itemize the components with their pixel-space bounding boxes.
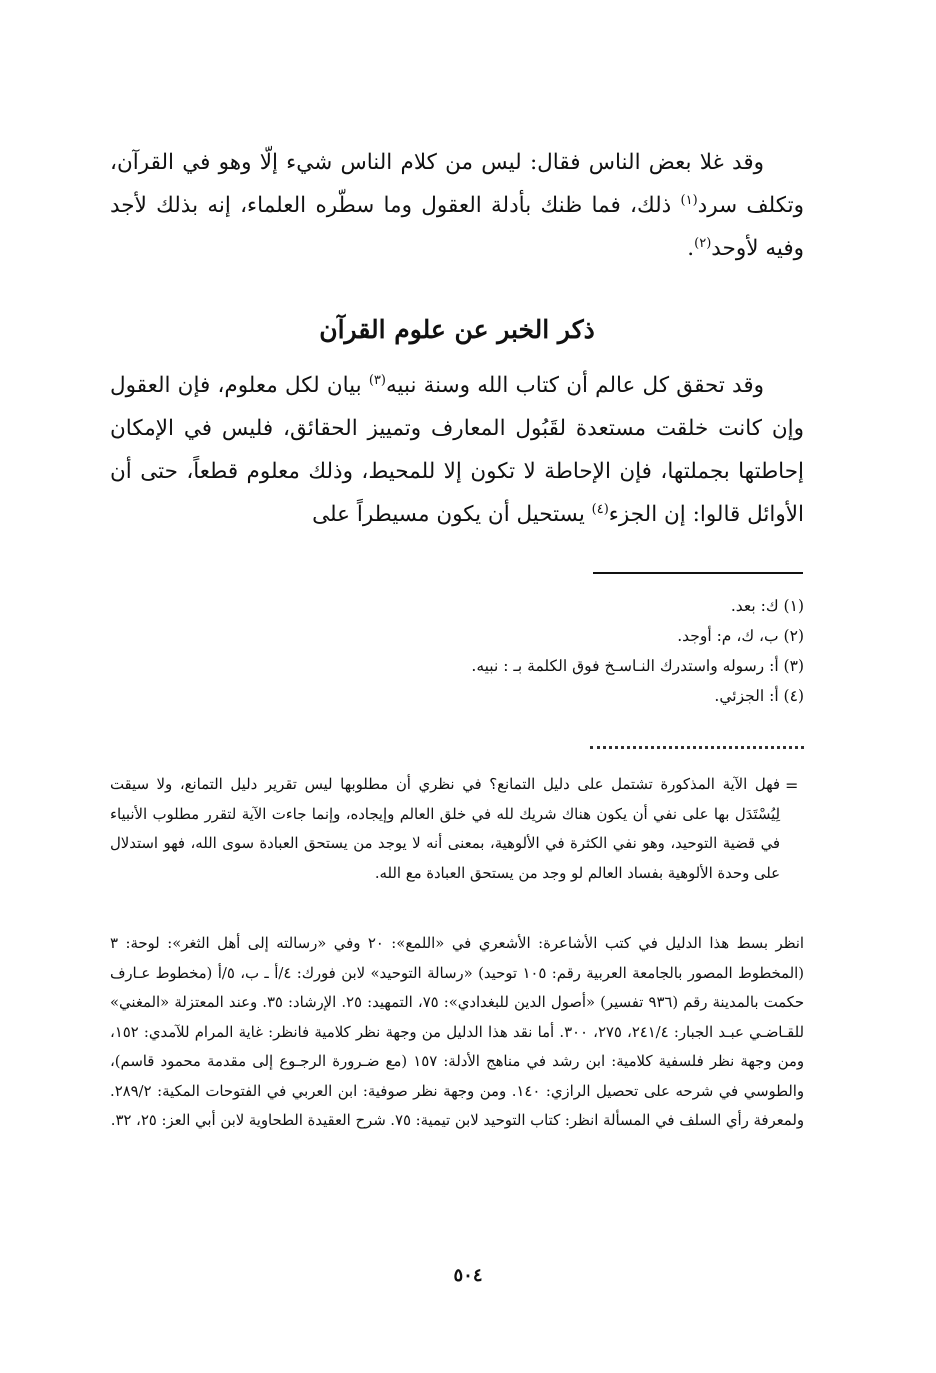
footnote-list bbox=[110, 591, 804, 711]
page-number: ٥٠٤ bbox=[453, 1265, 483, 1286]
body-paragraph-1 bbox=[110, 141, 804, 270]
paragraph-text: . bbox=[687, 236, 695, 261]
body-paragraph-2 bbox=[110, 364, 804, 536]
paragraph-text: وقد تحقق كل عالم أن كتاب الله وسنة نبيه bbox=[385, 373, 765, 398]
footnote-reference-3: (٣) bbox=[368, 372, 386, 388]
continued-note-paragraph-1: فهل الآية المذكورة تشتمل على دليل التمانع؟ في نظري أن مطلوبها ليس تقرير دليل التمانع، ولا سيقت لِيُسْتَدَل بها على نفي أن يكون هناك شريك لله في خلق العالم وإيجاده، وإنما جاءت الآية لتقرر مطلوب الأنبياء في قضية التوحيد، وهو نفي الكثرة في الألوهية، بمعنى أنه لا يوجد من يستحق العبادة سوى الله، فهو استدلال على وحدة الألوهية بفساد العالم لو وجد من يستحق العبادة مع الله. bbox=[110, 776, 780, 882]
footnote-reference-2: (٢) bbox=[694, 235, 712, 251]
paragraph-text: بيان لكل معلوم، فإن العقول وإن كانت خلقت مستعدة لقَبُول المعارف وتمييز الحقائق، فليس في الإمكان إحاطتها بجملتها، فإن الإحاطة لا تكون إلا للمحيط، وذلك معلوم قطعاً، حتى أن الأوائل قالوا: إن الجزء bbox=[110, 373, 804, 527]
dotted-separator bbox=[590, 746, 804, 749]
footnote-reference-1: (١) bbox=[680, 192, 698, 208]
footnote-separator bbox=[593, 572, 803, 574]
continuation-mark: = bbox=[785, 776, 799, 795]
footnote-4: (٤) أ: الجزئي. bbox=[714, 687, 804, 705]
paragraph-text: ذلك، فما ظنك بأدلة العقول وما سطّره العلماء، إنه بذلك لأجد وفيه لأوحد bbox=[110, 193, 804, 261]
paragraph-text: يستحيل أن يكون مسيطراً على bbox=[312, 502, 592, 527]
footnote-reference-4: (٤) bbox=[591, 501, 609, 517]
paragraph-text: وقد غلا بعض الناس فقال: ليس من كلام الناس شيء إلّا وهو في القرآن، وتكلف سرد bbox=[110, 150, 804, 218]
footnote-1: (١) ك: بعد. bbox=[730, 597, 804, 615]
continued-note-paragraph-2: انظر بسط هذا الدليل في كتب الأشاعرة: الأشعري في «اللمع»: ٢٠ وفي «رسالته إلى أهل الثغر»: لوحة: ٣ (المخطوط المصور بالجامعة العربية رقم: ١٠٥ توحيد) «رسالة التوحيد» لابن فورك: ٤/أ ـ ب، ٥/أ (مخطوط عـارف حكمت بالمدينة رقم (٩٣٦ تفسير) «أصول الدين للبغدادي»: ٧٥، التمهيد: ٢٥. الإرشاد: ٣٥. وعند المعتزلة «المغني» للقـاضـي عبـد الجبار: ٢٤١/٤، ٢٧٥، ٣٠٠. أما نقد هذا الدليل من وجهة نظر كلامية فانظر: غاية المرام للآمدي: ١٥٢، ومن وجهة نظر فلسفية كلامية: ابن رشد في مناهج الأدلة: ١٥٧ (مع ضـرورة الرجـوع إلى مقدمة محمود قاسم)، والطوسي في شرحه على تحصيل الرازي: ١٤٠. ومن وجهة نظر صوفية: ابن العربي في الفتوحات المكية: ٢٨٩/٢. ولمعرفة رأي السلف في المسألة انظر: كتاب التوحيد لابن تيمية: ٧٥. شرح العقيدة الطحاوية لابن أبي العز: ٢٥، ٣٢. bbox=[110, 935, 805, 1129]
footnote-3: (٣) أ: رسوله واستدرك النـاسـخ فوق الكلمة بـ : نبيه. bbox=[471, 657, 804, 675]
footnote-2: (٢) ب، ك، م: أوجد. bbox=[677, 627, 804, 645]
section-heading: ذكر الخبر عن علوم القرآن bbox=[319, 315, 595, 344]
